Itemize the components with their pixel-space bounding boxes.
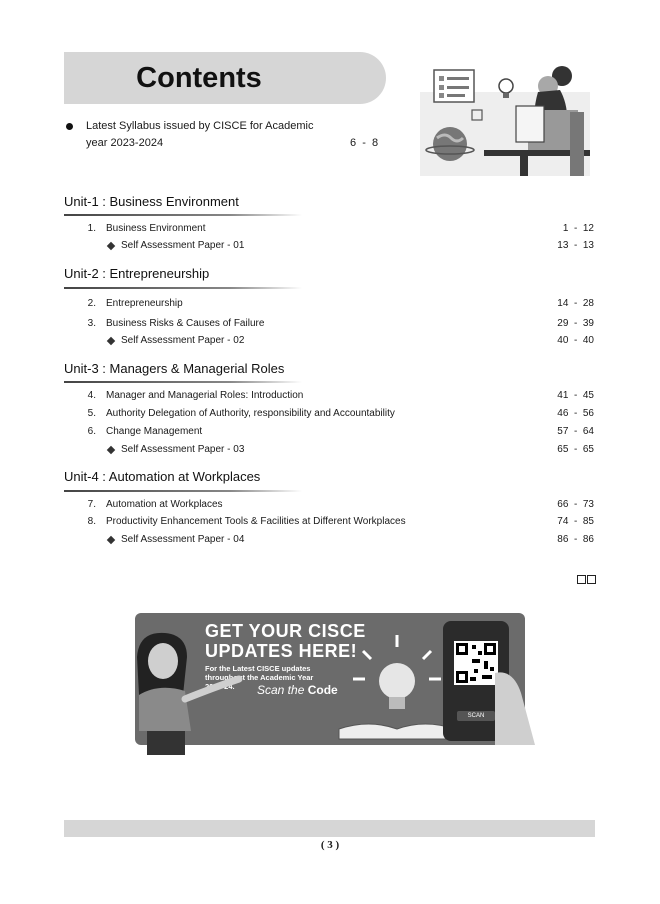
unit-3-title: Unit-3 : Managers & Managerial Roles [64,361,285,376]
toc-row [64,388,594,404]
chapter-title: Automation at Workplaces [106,499,223,510]
page-number: ( 3 ) [320,839,340,851]
scan-the-code-text [257,683,338,697]
toc-row [64,514,594,530]
syllabus-line-1: Latest Syllabus issued by CISCE for Academic [86,120,314,132]
toc-row [64,333,594,349]
bullet-icon [66,123,73,130]
page-range: 66 - 73 [557,499,594,510]
toc-row [64,406,594,422]
chapter-title: Business Environment [106,223,206,234]
unit-3-underline [64,381,302,383]
page-range: 41 - 45 [557,390,594,401]
page-range: 40 - 40 [557,335,594,346]
unit-4-underline [64,490,302,492]
page-range: 46 - 56 [557,408,594,419]
unit-1-underline [64,214,302,216]
chapter-title: Self Assessment Paper - 02 [121,335,245,346]
toc-row [64,532,594,548]
reading-girl-illustration [420,62,590,176]
toc-row [64,316,594,332]
chapter-title: Entrepreneurship [106,298,183,309]
toc-row [64,238,594,254]
chapter-title: Self Assessment Paper - 01 [121,240,245,251]
unit-1-title: Unit-1 : Business Environment [64,194,239,209]
page-range: 74 - 85 [557,516,594,527]
unit-2-title: Unit-2 : Entrepreneurship [64,266,210,281]
chapter-title: Self Assessment Paper - 03 [121,444,245,455]
scan-prefix: Scan the [257,683,305,697]
scan-bold: Code [307,683,338,697]
diamond-bullet-icon [107,242,115,250]
chapter-title: Manager and Managerial Roles: Introduction [106,390,304,401]
chapter-number: 5. [87,408,96,419]
page-range: 13 - 13 [557,240,594,251]
qr-code-icon [454,641,498,685]
chapter-title: Self Assessment Paper - 04 [121,534,245,545]
banner-subtext-line-2: throughout the Academic Year [205,673,314,682]
chapter-number: 6. [87,426,96,437]
banner-subtext-line-1: For the Latest CISCE updates [205,664,311,673]
pointing-girl-illustration [125,629,245,757]
page-range: 29 - 39 [557,318,594,329]
page-range: 57 - 64 [557,426,594,437]
toc-row [64,424,594,440]
scan-button[interactable]: SCAN [457,711,495,721]
chapter-title: Business Risks & Causes of Failure [106,318,265,329]
chapter-number: 8. [87,516,96,527]
title-banner [64,52,386,104]
page-range: 86 - 86 [557,534,594,545]
banner-heading-line-1: GET YOUR CISCE [205,621,366,641]
chapter-title: Change Management [106,426,203,437]
footer-bar [64,820,595,837]
diamond-bullet-icon [107,337,115,345]
toc-row [64,442,594,458]
cisce-updates-banner[interactable] [135,613,525,745]
diamond-bullet-icon [107,446,115,454]
syllabus-line-2: year 2023-2024 [86,137,164,149]
chapter-title: Productivity Enhancement Tools & Facilities at Different Workplaces [106,516,406,527]
chapter-number: 7. [87,499,96,510]
unit-4-title: Unit-4 : Automation at Workplaces [64,469,261,484]
banner-heading-line-2: UPDATES HERE! [205,641,358,661]
syllabus-pages: 6 - 8 [350,137,379,149]
page-range: 65 - 65 [557,444,594,455]
diamond-bullet-icon [107,536,115,544]
toc-row [64,497,594,513]
chapter-number: 1. [87,223,96,234]
banner-subtext-line-3: 2023-24. [205,682,235,691]
hand-holding-phone [495,653,535,745]
toc-row [64,221,594,237]
unit-2-underline [64,287,302,289]
chapter-title: Authority Delegation of Authority, responsibility and Accountability [106,408,395,419]
chapter-number: 4. [87,390,96,401]
end-mark-icon [577,571,597,589]
page-range: 14 - 28 [557,298,594,309]
page-range: 1 - 12 [562,223,594,234]
chapter-number: 2. [87,298,96,309]
chapter-number: 3. [87,318,96,329]
page-title: Contents [136,62,262,94]
toc-row [64,296,594,312]
